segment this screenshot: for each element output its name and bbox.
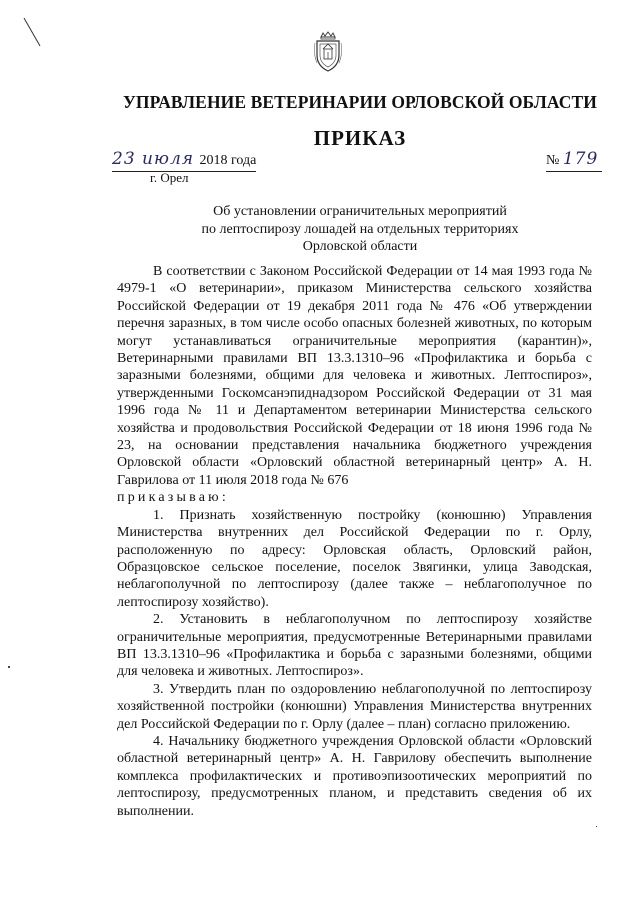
subject-line: Орловской области [302,239,418,254]
order-word-paragraph [117,489,592,506]
handwritten-number: 179 [562,149,599,169]
handwritten-date: 23 июля [112,149,195,169]
organization-name: УПРАВЛЕНИЕ ВЕТЕРИНАРИИ ОРЛОВСКОЙ ОБЛАСТИ [122,92,598,112]
city-of-issue: г. Орел [150,170,189,185]
corner-pen-mark [22,16,42,48]
document-type-title: ПРИКАЗ [313,126,407,150]
scan-speck [596,826,597,827]
document-body [117,263,592,820]
scan-speck [8,666,10,668]
orel-region-coat-of-arms-icon [312,30,344,74]
printed-year: 2018 года [199,153,257,168]
order-item: 4. Начальнику бюджетного учреждения Орловской области «Орловский областной ветеринарный центр» А. Н. Гаврилову обеспечить выполнение комплекса профилактических и противоэпизоотических мероприятий по лептоспирозу, предусмотренных планом, и представить сведения об их выполнении. [117,733,592,819]
order-word: приказываю: [117,490,229,506]
subject-line: Об установлении ограничительных мероприятий [213,204,507,219]
document-number [546,149,602,172]
order-item: 2. Установить в неблагополучном по лептоспирозу хозяйстве ограничительные мероприятия, предусмотренные Ветеринарными правилами ВП 13.3.1310–96 «Профилактика и борьба с заразными болезнями, общими для человека и животных. Лептоспироз». [117,612,592,680]
order-item: 3. Утвердить план по оздоровлению неблагополучной по лептоспирозу хозяйственной постройки (конюшни) Управления Министерства внутренних дел Российской Федерации по г. Орлу (далее – план) согласно приложению. [117,681,592,732]
preamble-paragraph: В соответствии с Законом Российской Федерации от 14 мая 1993 года № 4979-1 «О ветеринарии», приказом Министерства сельского хозяйства Российской Федерации от 19 декабря 2011 года № 476 «Об утверждении перечня заразных, в том числе особо опасных болезней животных, по которым могут устанавливаться ограничительные мероприятия (карантин)», Ветеринарными правилами ВП 13.3.1310–96 «Профилактика и борьба с заразными болезнями, общими для человека и животных. Лептоспироз», утвержденными Госкомсанэпиднадзором Российской Федерации от 31 мая 1996 года № 11 и Департаментом ветеринарии Министерства сельского хозяйства и продовольствия Российской Федерации от 18 июня 1996 года № 23, на основании представления начальника бюджетного учреждения Орловской области «Орловский областной ветеринарный центр» А. Н. Гаврилова от 11 июля 2018 года № 676 [117,264,592,488]
subject-line: по лептоспирозу лошадей на отдельных территориях [201,221,519,237]
number-sign: № [546,153,560,168]
document-subject [150,203,570,256]
document-date [112,149,256,172]
order-item: 1. Признать хозяйственную постройку (конюшню) Управления Министерства внутренних дел Российской Федерации по г. Орлу, расположенную по адресу: Орловская область, Орловский район, Образцовское сельское поселение, поселок Звягинки, улица Заводская, неблагополучной по лептоспирозу (далее также – неблагополучное по лептоспирозу хозяйство). [117,507,592,610]
